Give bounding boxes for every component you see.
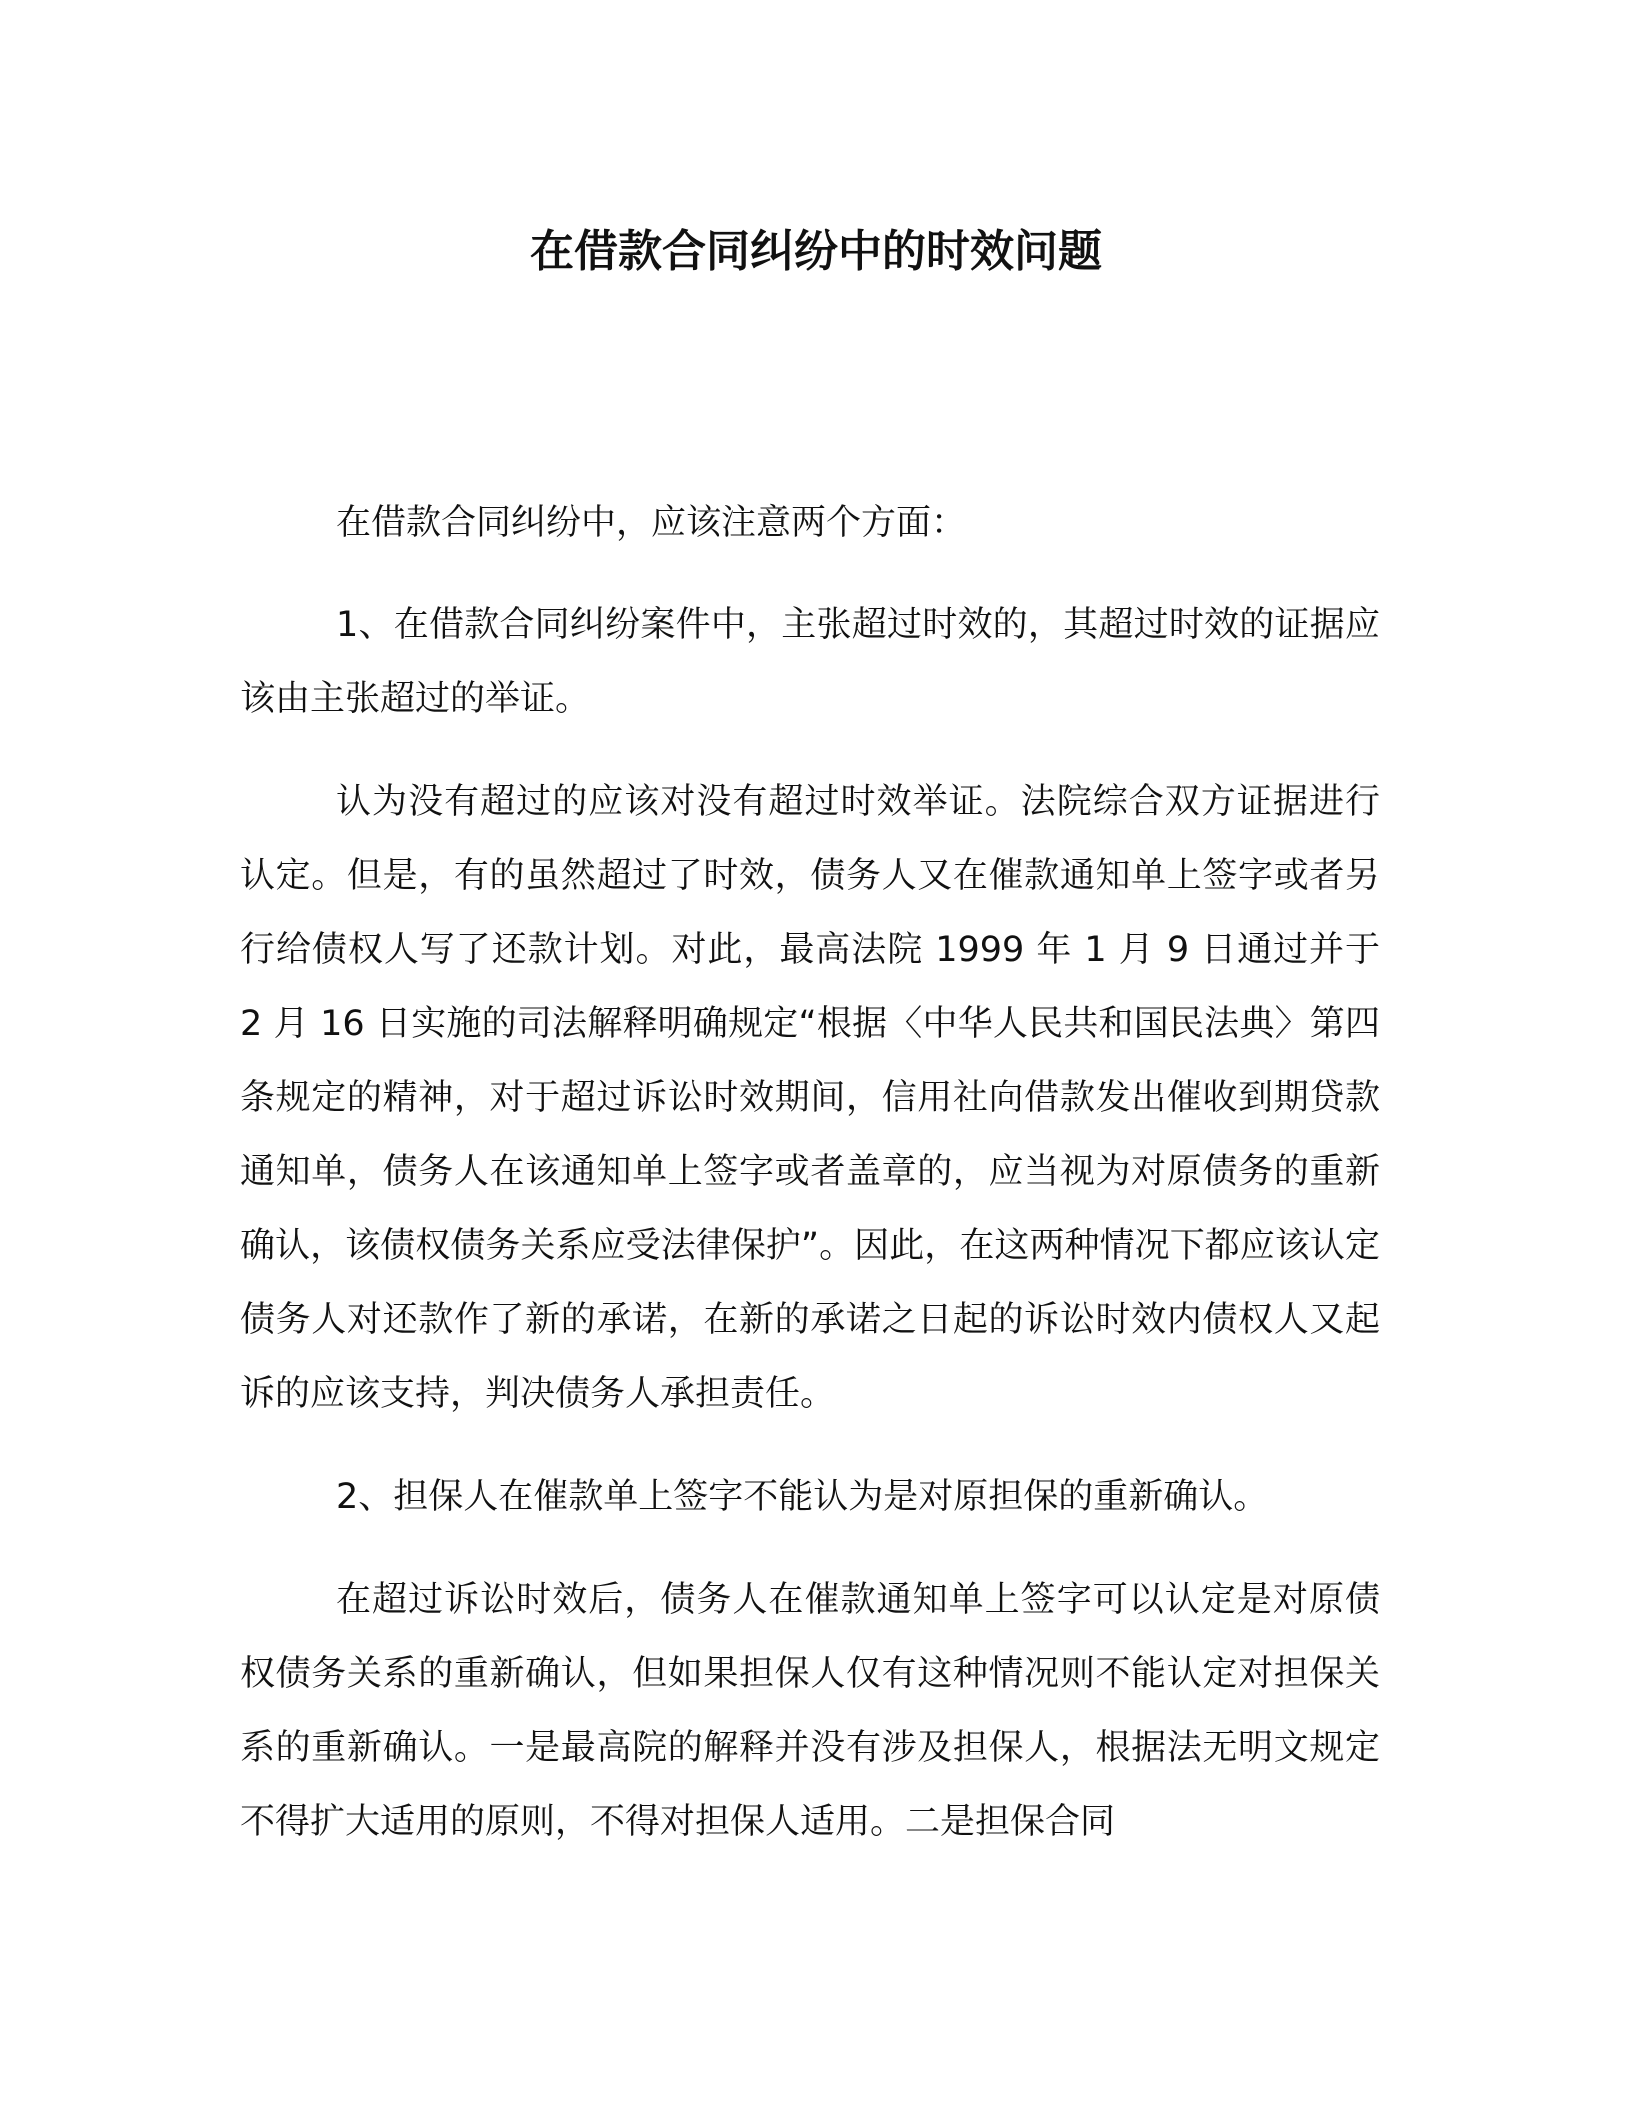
paragraph-point-2: 2、担保人在催款单上签字不能认为是对原担保的重新确认。 [336, 1477, 1269, 1517]
document-body [240, 486, 1380, 1888]
paragraph-intro: 在借款合同纠纷中，应该注意两个方面： [336, 503, 967, 543]
paragraph-point-1-detail: 认为没有超过的应该对没有超过时效举证。法院综合双方证据进行认定。但是，有的虽然超过了时效，债务人又在催款通知单上签字或者另行给债权人写了还款计划。对此，最高法院 1999 年 1 月 9 日通过并于 2 月 16 日实施的司法解释明确规定“根据〈中华人民共和国民法典〉第四条规定的精神，对于超过诉讼时效期间，信用社向借款发出催收到期贷款通知单，债务人在该通知单上签字或者盖章的，应当视为对原债务的重新确认，该债权债务关系应受法律保护”。因此，在这两种情况下都应该认定债务人对还款作了新的承诺，在新的承诺之日起的诉讼时效内债权人又起诉的应该支持，判决债务人承担责任。 [240, 782, 1380, 1414]
document-title: 在借款合同纠纷中的时效问题 [530, 226, 1102, 277]
paragraph-point-1: 1、在借款合同纠纷案件中，主张超过时效的，其超过时效的证据应该由主张超过的举证。 [240, 605, 1380, 719]
paragraph-point-2-detail: 在超过诉讼时效后，债务人在催款通知单上签字可以认定是对原债权债务关系的重新确认，但如果担保人仅有这种情况则不能认定对担保关系的重新确认。一是最高院的解释并没有涉及担保人，根据法无明文规定不得扩大适用的原则，不得对担保人适用。二是担保合同 [240, 1580, 1380, 1842]
